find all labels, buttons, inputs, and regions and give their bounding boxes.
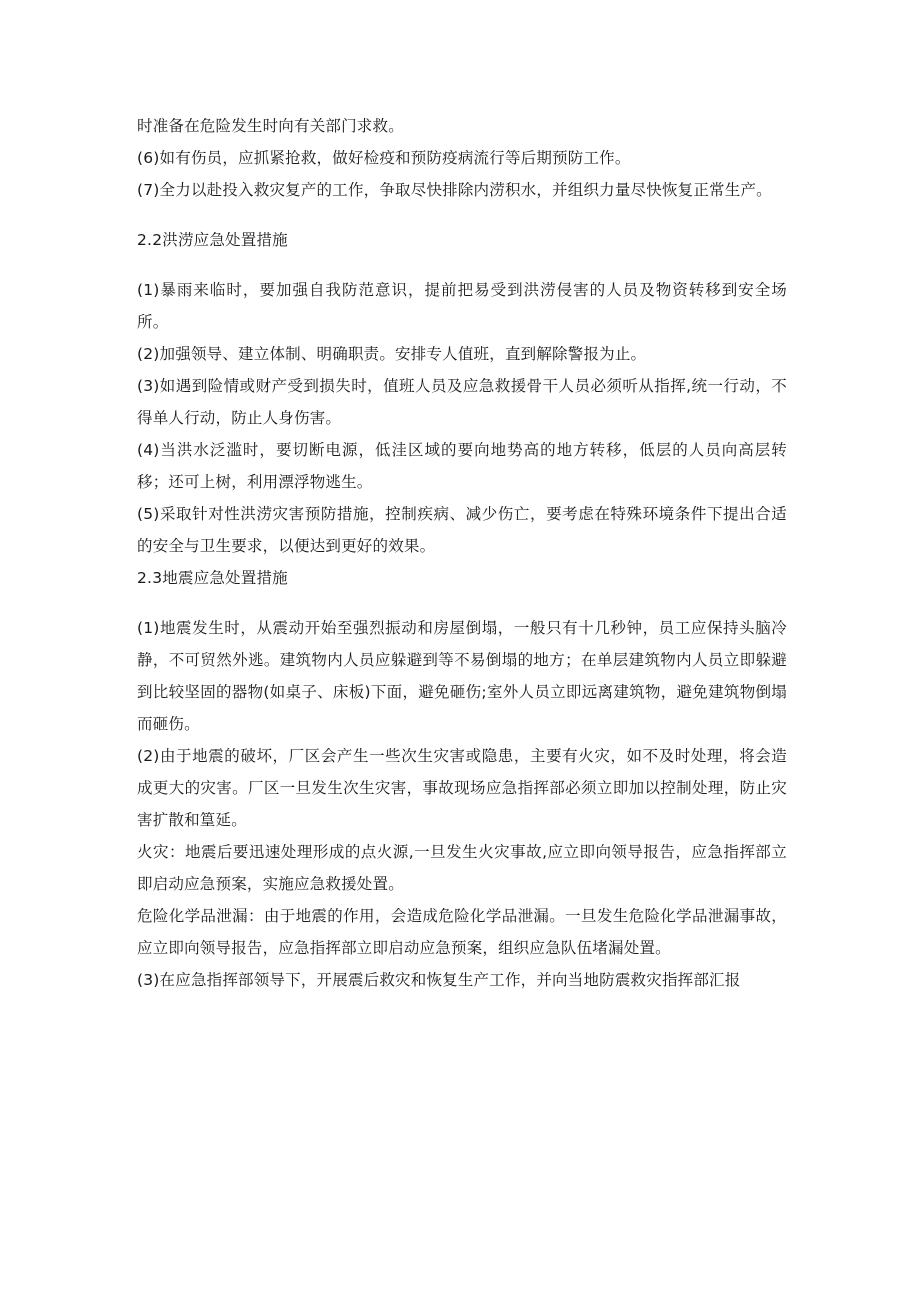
paragraph-earthquake-item-2: (2)由于地震的破坏，厂区会产生一些次生灾害或隐患，主要有火灾，如不及时处理，将会造成更大的灾害。厂区一旦发生次生灾害，事故现场应急指挥部必须立即加以控制处理，防止灾害扩散和篁延。 bbox=[137, 747, 787, 829]
paragraph-continued-rescue: 时准备在危险发生时向有关部门求救。 bbox=[137, 117, 404, 135]
spacer bbox=[137, 594, 787, 612]
paragraph-hazmat-leak: 危险化学品泄漏：由于地震的作用，会造成危险化学品泄漏。一旦发生危险化学品泄漏事故，应立即向领导报告，应急指挥部立即启动应急预案，组织应急队伍堵漏处置。 bbox=[137, 907, 787, 957]
paragraph-earthquake-item-1: (1)地震发生时，从震动开始至强烈振动和房屋倒塌，一般只有十几秒钟，员工应保持头脑冷静，不可贸然外逃。建筑物内人员应躲避到等不易倒塌的地方；在单层建筑物内人员立即躲避到比较坚固的器物(如桌子、床板)下面，避免砸伤;室外人员立即远离建筑物，避免建筑物倒塌而砸伤。 bbox=[137, 619, 787, 733]
spacer bbox=[137, 206, 787, 224]
document-body bbox=[137, 110, 787, 996]
paragraph-item-6-injured: (6)如有伤员，应抓紧抢救，做好检疫和预防疫病流行等后期预防工作。 bbox=[137, 149, 631, 167]
spacer bbox=[137, 256, 787, 274]
paragraph-flood-item-5: (5)采取针对性洪涝灾害预防措施，控制疾病、减少伤亡，要考虑在特殊环境条件下提出合适的安全与卫生要求，以便达到更好的效果。 bbox=[137, 505, 787, 555]
paragraph-flood-item-1: (1)暴雨来临时，要加强自我防范意识，提前把易受到洪涝侵害的人员及物资转移到安全场所。 bbox=[137, 281, 787, 331]
paragraph-flood-item-3: (3)如遇到险情或财产受到损失时，值班人员及应急救援骨干人员必须听从指挥,统一行动，不得单人行动，防止人身伤害。 bbox=[137, 377, 787, 427]
section-heading-flood: 2.2洪涝应急处置措施 bbox=[137, 231, 288, 249]
paragraph-flood-item-4: (4)当洪水泛滥时，要切断电源，低洼区域的要向地势高的地方转移，低层的人员向高层转移；还可上树，利用漂浮物逃生。 bbox=[137, 441, 787, 491]
paragraph-item-7-recovery: (7)全力以赴投入救灾复产的工作，争取尽快排除内涝积水，并组织力量尽快恢复正常生产。 bbox=[137, 181, 772, 199]
paragraph-fire: 火灾：地震后要迅速处理形成的点火源,一旦发生火灾事故,应立即向领导报告，应急指挥部立即启动应急预案，实施应急救援处置。 bbox=[137, 843, 787, 893]
paragraph-earthquake-item-3: (3)在应急指挥部领导下，开展震后救灾和恢复生产工作，并向当地防震救灾指挥部汇报 bbox=[137, 971, 741, 989]
paragraph-flood-item-2: (2)加强领导、建立体制、明确职责。安排专人值班，直到解除警报为止。 bbox=[137, 345, 647, 363]
section-heading-earthquake: 2.3地震应急处置措施 bbox=[137, 569, 288, 587]
